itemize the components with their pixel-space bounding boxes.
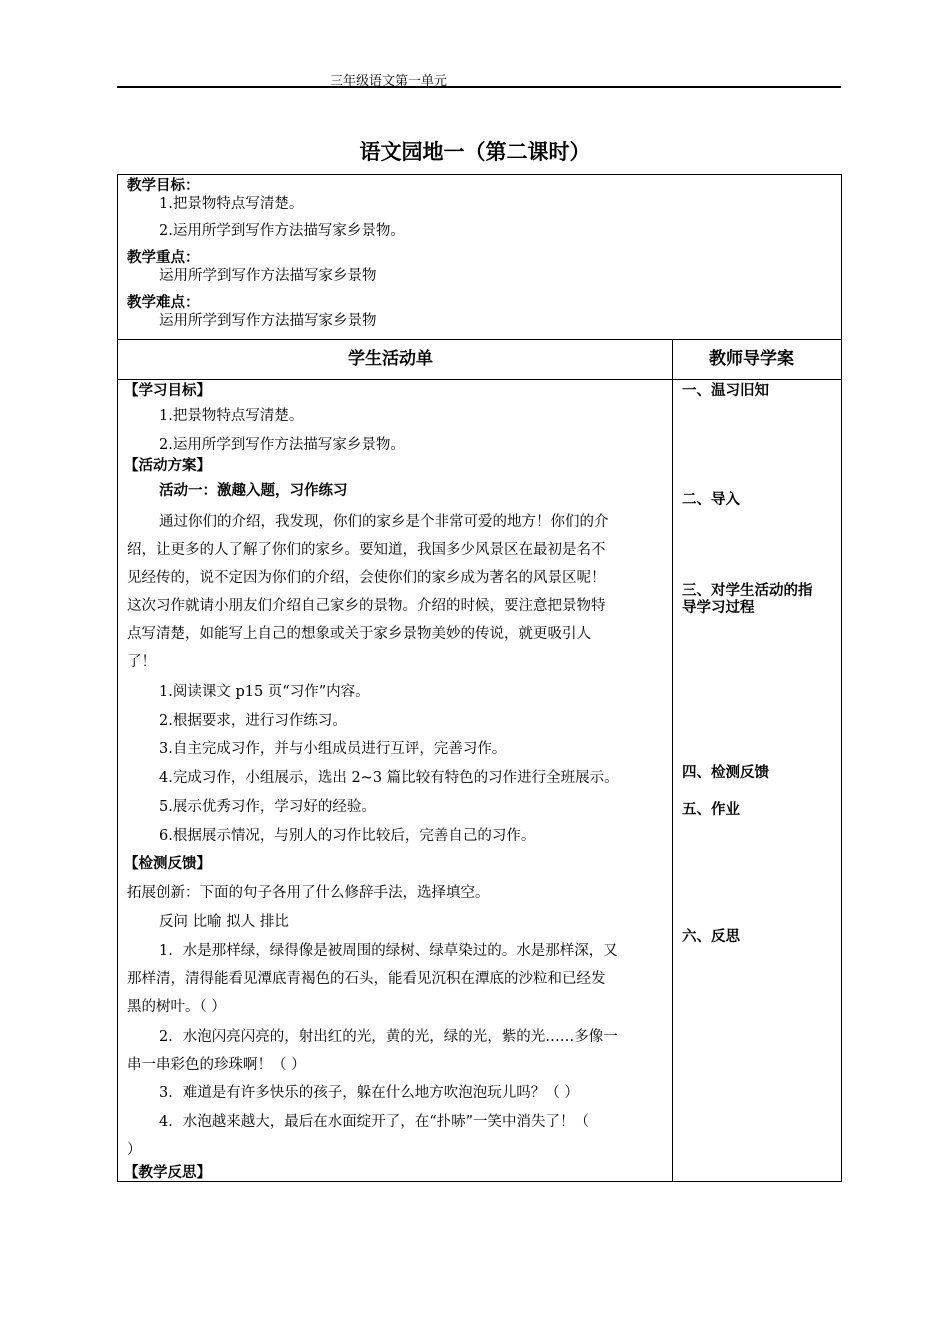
- section-heading: 【学习目标】: [124, 383, 211, 399]
- page-title: 语文园地一（第二课时）: [359, 140, 591, 164]
- question-line: 4．水泡越来越大，最后在水面绽开了，在“扑哧”一笑中消失了！（: [159, 1114, 590, 1130]
- rhetoric-options: 反问 比喻 拟人 排比: [159, 914, 289, 930]
- key-text: 运用所学到写作方法描写家乡景物: [159, 268, 377, 284]
- objective-item: 2.运用所学到写作方法描写家乡景物。: [159, 223, 405, 239]
- objective-item: 1.把景物特点写清楚。: [159, 408, 304, 424]
- question-line: 1．水是那样绿，绿得像是被周围的绿树、绿草染过的。水是那样深，又: [159, 943, 618, 959]
- step-item: 1.阅读课文 p15 页“习作”内容。: [159, 684, 370, 700]
- section-heading: 【教学反思】: [124, 1165, 211, 1181]
- step-item: 4.完成习作，小组展示，选出 2~3 篇比较有特色的习作进行全班展示。: [159, 770, 619, 786]
- objective-item: 2.运用所学到写作方法描写家乡景物。: [159, 437, 405, 453]
- activity-title: 活动一：激趣入题，习作练习: [159, 483, 348, 499]
- objective-item: 1.把景物特点写清楚。: [159, 196, 304, 212]
- column-divider: [672, 339, 673, 380]
- step-item: 3.自主完成习作，并与小组成员进行互评，完善习作。: [159, 741, 507, 757]
- paragraph-line: 通过你们的介绍，我发现，你们的家乡是个非常可爱的地方！你们的介: [159, 514, 609, 530]
- column-divider: [672, 379, 673, 1182]
- difficulty-label: 教学难点：: [127, 295, 200, 311]
- teacher-section: 导学习过程: [682, 600, 755, 616]
- teacher-section: 三、对学生活动的指: [682, 583, 813, 599]
- question-line: 黑的树叶。（ ）: [127, 999, 226, 1015]
- step-item: 5.展示优秀习作，学习好的经验。: [159, 799, 376, 815]
- page-header: 三年级语文第一单元: [330, 74, 448, 89]
- teacher-section: 二、导入: [682, 492, 740, 508]
- question-line: 3．难道是有许多快乐的孩子，躲在什么地方吹泡泡玩儿吗？（ ）: [159, 1085, 579, 1101]
- paragraph-line: 了！: [127, 654, 156, 670]
- section-heading: 【检测反馈】: [124, 856, 211, 872]
- teacher-section: 四、检测反馈: [682, 765, 769, 781]
- paragraph-line: 这次习作就请小朋友们介绍自己家乡的景物。介绍的时候，要注意把景物特: [127, 598, 606, 614]
- question-line: 串一串彩色的珍珠啊！（ ）: [127, 1057, 306, 1073]
- teacher-section: 一、温习旧知: [682, 383, 769, 399]
- key-label: 教学重点：: [127, 250, 200, 266]
- student-column-header: 学生活动单: [348, 349, 433, 369]
- paragraph-line: 见经传的，说不定因为你们的介绍，会使你们的家乡成为著名的风景区呢！: [127, 570, 606, 586]
- question-line: 那样清，清得能看见潭底青褐色的石头，能看见沉积在潭底的沙粒和已经发: [127, 971, 606, 987]
- teacher-section: 五、作业: [682, 802, 740, 818]
- feedback-intro: 拓展创新：下面的句子各用了什么修辞手法，选择填空。: [127, 885, 490, 901]
- teacher-column-header: 教师导学案: [709, 349, 794, 369]
- header-rule: [117, 86, 841, 88]
- teacher-section: 六、反思: [682, 929, 740, 945]
- objective-label: 教学目标：: [127, 178, 200, 194]
- question-line: ）: [127, 1142, 142, 1158]
- section-heading: 【活动方案】: [124, 458, 211, 474]
- paragraph-line: 点写清楚，如能写上自己的想象或关于家乡景物美妙的传说，就更吸引人: [127, 626, 591, 642]
- step-item: 6.根据展示情况，与别人的习作比较后，完善自己的习作。: [159, 828, 536, 844]
- paragraph-line: 绍，让更多的人了解了你们的家乡。要知道，我国多少风景区在最初是名不: [127, 542, 606, 558]
- difficulty-text: 运用所学到写作方法描写家乡景物: [159, 313, 377, 329]
- step-item: 2.根据要求，进行习作练习。: [159, 713, 347, 729]
- question-line: 2．水泡闪亮闪亮的，射出红的光，黄的光，绿的光，紫的光……多像一: [159, 1029, 618, 1045]
